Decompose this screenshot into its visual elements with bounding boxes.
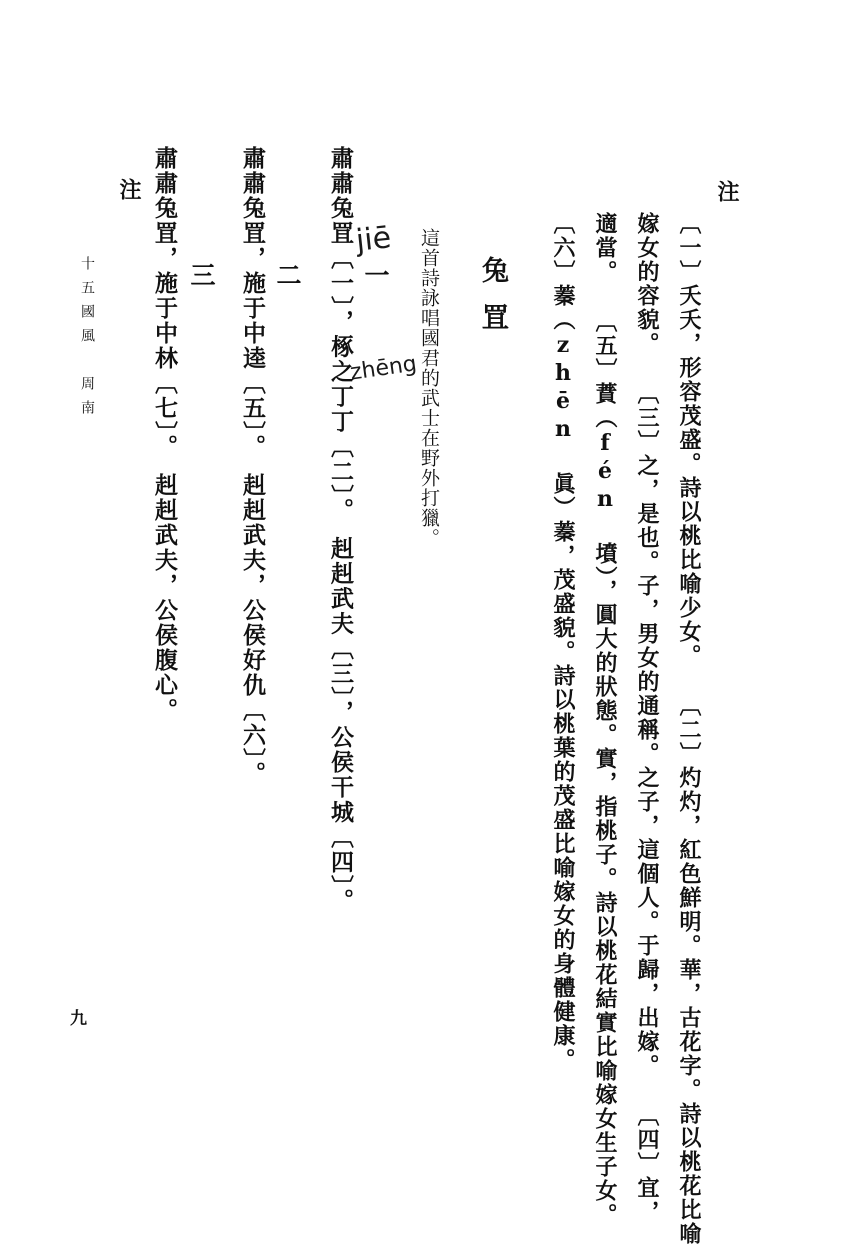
poem-title: 兔罝 (477, 256, 508, 350)
page-number: 九 (70, 1009, 87, 1029)
handwritten-pinyin-zheng: zhēng (348, 351, 419, 386)
poem-line-1: 肅肅兔罝〔一〕，椓之丁丁〔二〕。 赳赳武夫〔三〕，公侯干城〔四〕。 (327, 146, 354, 914)
note-line-2: 嫁女的容貌。 〔三〕之，是也。子，男女的通稱。之子，這個人。于歸，出嫁。 〔四〕宜， (634, 212, 660, 1224)
handwritten-pinyin-jie: jiē (354, 220, 393, 259)
poem-line-3: 肅肅兔罝，施于中林〔七〕。 赳赳武夫，公侯腹心。 (151, 146, 178, 723)
poem-line-2: 肅肅兔罝，施于中逵〔五〕。 赳赳武夫，公侯好仇〔六〕。 (239, 146, 266, 787)
section-number-1: 一 (361, 262, 390, 287)
note-line-4: 〔六〕蓁（zhēn 眞）蓁，茂盛貌。詩以桃葉的茂盛比喻嫁女的身體健康。 (550, 212, 576, 1072)
section-number-2: 二 (273, 262, 302, 287)
poem-intro: 這首詩詠唱國君的武士在野外打獵。 (418, 228, 440, 548)
notes-heading-bottom: 注 (116, 178, 142, 202)
running-head: 十五國風 周南 (79, 256, 95, 424)
note-line-3: 適當。 〔五〕蕡（fén 墳），圓大的狀態。實，指桃子。詩以桃花結實比喻嫁女生子女。 (592, 212, 618, 1227)
notes-heading: 注 (714, 180, 740, 204)
section-number-3: 三 (187, 262, 216, 287)
note-line-1: 〔一〕夭夭，形容茂盛。詩以桃比喻少女。 〔二〕灼灼，紅色鮮明。華，古花字。詩以桃花比喻 (676, 212, 702, 1246)
